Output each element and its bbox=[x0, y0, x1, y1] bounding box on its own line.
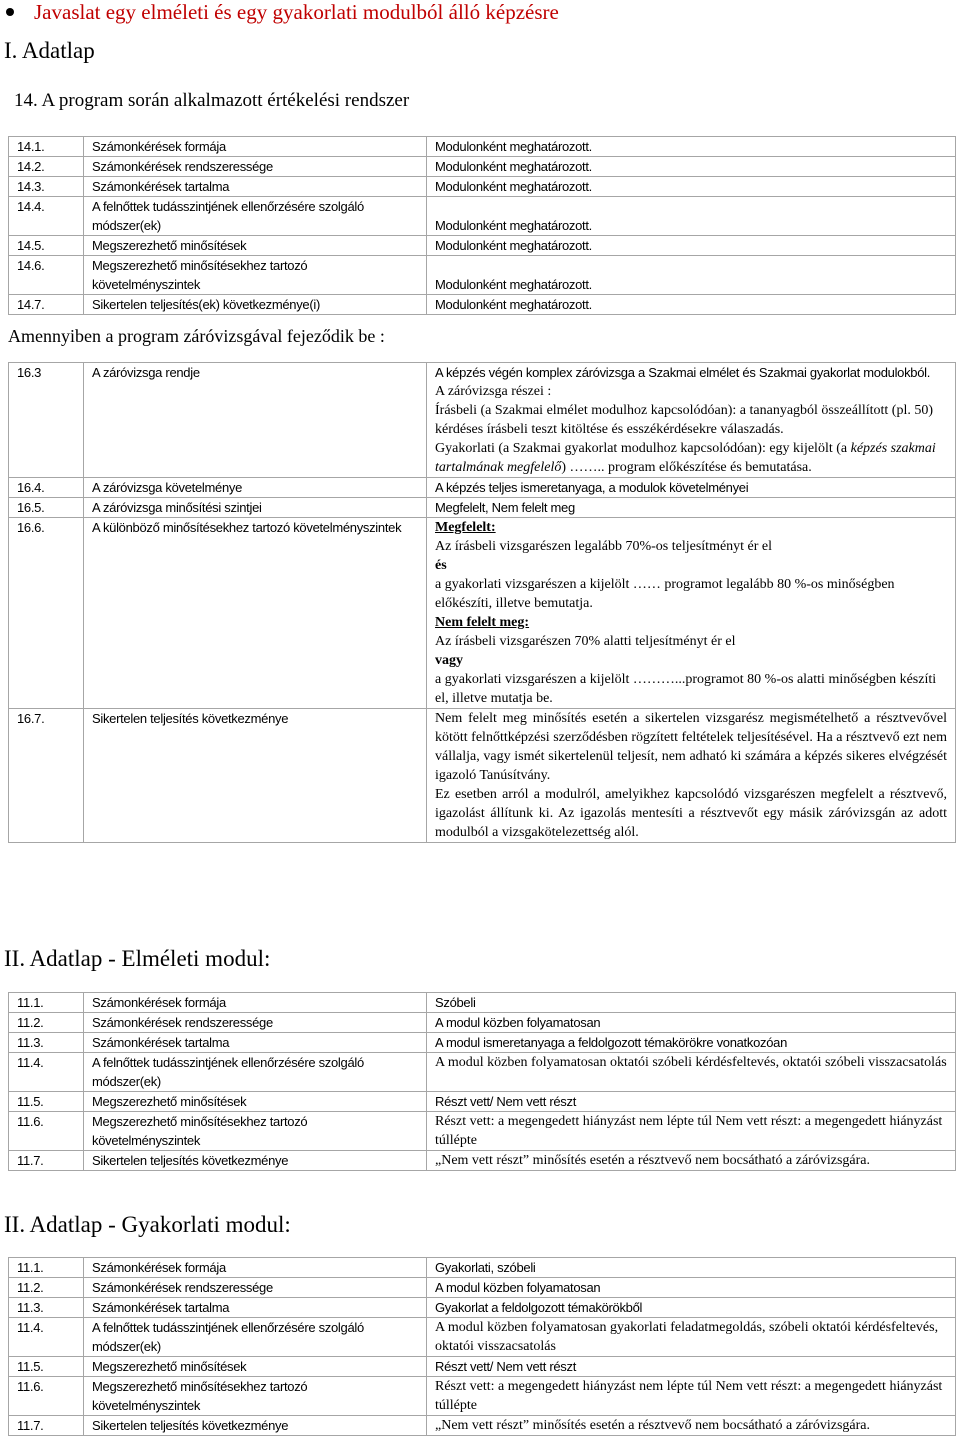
document-title-text: Javaslat egy elméleti és egy gyakorlati modulból álló képzésre bbox=[34, 0, 559, 24]
row-value bbox=[427, 363, 956, 478]
row-label: Megszerezhető minősítések bbox=[84, 1092, 427, 1112]
failure-consequence-text: Nem felelt meg minősítés esetén a sikertelen vizsgarész megismételhető a résztvevővel kötött felnőttképzési szerződésben rögzített feltételek teljesítésével. Ha a résztvevő ezt nem vállalja, vagy ismét sikertelenül teljesít, nem adható ki számára a képzés sikeres elvégzését igazoló Tanúsítvány. bbox=[435, 711, 947, 783]
passed-line: a gyakorlati vizsgarészen a kijelölt …… programot legalább 80 %-os minőségben előkészíti, illetve bemutatja. bbox=[435, 577, 895, 611]
row-number: 16.3 bbox=[9, 363, 84, 478]
row-number: 14.6. bbox=[9, 256, 84, 295]
row-value: Modulonként meghatározott. bbox=[427, 177, 956, 197]
table-row bbox=[9, 256, 956, 295]
table-theory-module bbox=[8, 992, 956, 1171]
row-value: Részt vett/ Nem vett részt bbox=[427, 1357, 956, 1377]
table-row bbox=[9, 709, 956, 843]
row-value: Modulonként meghatározott. bbox=[427, 197, 956, 236]
row-label: A záróvizsga minősítési szintjei bbox=[84, 498, 427, 518]
table-row bbox=[9, 993, 956, 1013]
table-row bbox=[9, 1151, 956, 1171]
row-number: 11.5. bbox=[9, 1357, 84, 1377]
row-label: Megszerezhető minősítésekhez tartozó követelményszintek bbox=[84, 1112, 427, 1151]
table-row bbox=[9, 498, 956, 518]
table-row bbox=[9, 1416, 956, 1436]
row-value: A képzés teljes ismeretanyaga, a modulok követelményei bbox=[427, 478, 956, 498]
row-value: Modulonként meghatározott. bbox=[427, 157, 956, 177]
row-number: 11.3. bbox=[9, 1033, 84, 1053]
table-row bbox=[9, 1298, 956, 1318]
row-value: Megfelelt, Nem felelt meg bbox=[427, 498, 956, 518]
row-label: Számonkérések rendszeressége bbox=[84, 1278, 427, 1298]
table-row bbox=[9, 1053, 956, 1092]
row-value: Modulonként meghatározott. bbox=[427, 137, 956, 157]
row-label: Megszerezhető minősítések bbox=[84, 1357, 427, 1377]
row-value: Részt vett/ Nem vett részt bbox=[427, 1092, 956, 1112]
passed-heading: Megfelelt: bbox=[435, 520, 496, 535]
table-row bbox=[9, 1092, 956, 1112]
table-16 bbox=[8, 362, 956, 843]
section-3-heading: II. Adatlap - Gyakorlati modul: bbox=[4, 1212, 291, 1237]
row-number: 11.1. bbox=[9, 1258, 84, 1278]
row-value: „Nem vett részt” minősítés esetén a résztvevő nem bocsátható a záróvizsgára. bbox=[427, 1416, 956, 1436]
row-label: Számonkérések tartalma bbox=[84, 1298, 427, 1318]
row-number: 14.1. bbox=[9, 137, 84, 157]
table-row bbox=[9, 177, 956, 197]
row-label: Megszerezhető minősítésekhez tartozó követelményszintek bbox=[84, 1377, 427, 1416]
table-row bbox=[9, 197, 956, 236]
row-number: 11.4. bbox=[9, 1318, 84, 1357]
row-label: Számonkérések formája bbox=[84, 1258, 427, 1278]
exam-rules-intro: A képzés végén komplex záróvizsga a Szakmai elmélet és Szakmai gyakorlat modulokból. bbox=[435, 365, 931, 380]
row-label: A záróvizsga rendje bbox=[84, 363, 427, 478]
table-row bbox=[9, 478, 956, 498]
row-value: A modul közben folyamatosan bbox=[427, 1278, 956, 1298]
failed-line: a gyakorlati vizsgarészen a kijelölt ………...programot 80 %-os alatti minőségben készíti el, illetve mutatja be. bbox=[435, 672, 937, 706]
row-label: A felnőttek tudásszintjének ellenőrzésére szolgáló módszer(ek) bbox=[84, 1053, 427, 1092]
row-value bbox=[427, 518, 956, 709]
exam-practical-text: Gyakorlati (a Szakmai gyakorlat modulhoz kapcsolódóan): egy kijelölt (a bbox=[435, 441, 851, 456]
table-row bbox=[9, 295, 956, 315]
document-title bbox=[6, 0, 559, 25]
row-value: Szóbeli bbox=[427, 993, 956, 1013]
table-row bbox=[9, 1357, 956, 1377]
row-number: 11.4. bbox=[9, 1053, 84, 1092]
table-row bbox=[9, 1033, 956, 1053]
row-label: Számonkérések tartalma bbox=[84, 177, 427, 197]
exam-heading: Amennyiben a program záróvizsgával fejeződik be : bbox=[8, 326, 385, 346]
exam-practical-part bbox=[435, 439, 947, 477]
table-row bbox=[9, 1258, 956, 1278]
row-value: Részt vett: a megengedett hiányzást nem lépte túl Nem vett részt: a megengedett hiányzást túllépte bbox=[427, 1112, 956, 1151]
row-value bbox=[427, 709, 956, 843]
row-value: Gyakorlati, szóbeli bbox=[427, 1258, 956, 1278]
table-practice-module bbox=[8, 1257, 956, 1436]
row-number: 11.1. bbox=[9, 993, 84, 1013]
row-number: 11.7. bbox=[9, 1151, 84, 1171]
row-number: 14.5. bbox=[9, 236, 84, 256]
exam-practical-italic: képzés szakmai tartalmának megfelelő bbox=[435, 441, 936, 475]
table-row bbox=[9, 1318, 956, 1357]
row-number: 14.4. bbox=[9, 197, 84, 236]
row-number: 14.3. bbox=[9, 177, 84, 197]
row-label: Megszerezhető minősítések bbox=[84, 236, 427, 256]
exam-written-part: Írásbeli (a Szakmai elmélet modulhoz kapcsolódóan): a tananyagból összeállított (pl. 50) kérdéses írásbeli teszt kitöltése és esszékérdésekre válaszadás. bbox=[435, 403, 934, 437]
table-row bbox=[9, 1377, 956, 1416]
row-number: 16.6. bbox=[9, 518, 84, 709]
row-label: Sikertelen teljesítés(ek) következménye(i) bbox=[84, 295, 427, 315]
subsection-14-heading: 14. A program során alkalmazott értékelési rendszer bbox=[14, 90, 410, 111]
table-row bbox=[9, 363, 956, 478]
bullet-icon bbox=[6, 8, 14, 16]
failure-consequence-text-2: Ez esetben arról a modulról, amelyikhez kapcsolódó vizsgarészen megfelelt a résztvevő, igazolást állítunk ki. Az igazolás mentesíti a résztvevőt egy másik záróvizsgán az adott modulból a vizsgakötelezettség alól. bbox=[435, 787, 947, 840]
row-number: 14.2. bbox=[9, 157, 84, 177]
row-label: Sikertelen teljesítés következménye bbox=[84, 709, 427, 843]
row-number: 11.5. bbox=[9, 1092, 84, 1112]
row-label: Sikertelen teljesítés következménye bbox=[84, 1151, 427, 1171]
row-number: 14.7. bbox=[9, 295, 84, 315]
passed-line: Az írásbeli vizsgarészen legalább 70%-os teljesítményt ér el bbox=[435, 539, 773, 554]
row-value: Részt vett: a megengedett hiányzást nem lépte túl Nem vett részt: a megengedett hiányzást túllépte bbox=[427, 1377, 956, 1416]
row-label: Számonkérések tartalma bbox=[84, 1033, 427, 1053]
row-value: Modulonként meghatározott. bbox=[427, 256, 956, 295]
table-row bbox=[9, 137, 956, 157]
row-number: 11.6. bbox=[9, 1377, 84, 1416]
row-value: A modul közben folyamatosan bbox=[427, 1013, 956, 1033]
row-number: 16.4. bbox=[9, 478, 84, 498]
table-14 bbox=[8, 136, 956, 315]
row-label: A különböző minősítésekhez tartozó követelményszintek bbox=[84, 518, 427, 709]
row-value: Gyakorlat a feldolgozott témakörökből bbox=[427, 1298, 956, 1318]
table-row bbox=[9, 1278, 956, 1298]
failed-or: vagy bbox=[435, 653, 463, 668]
failed-line: Az írásbeli vizsgarészen 70% alatti teljesítményt ér el bbox=[435, 634, 736, 649]
row-number: 11.2. bbox=[9, 1013, 84, 1033]
table-row bbox=[9, 518, 956, 709]
section-2-heading: II. Adatlap - Elméleti modul: bbox=[4, 946, 271, 971]
row-label: Számonkérések formája bbox=[84, 993, 427, 1013]
row-label: Számonkérések formája bbox=[84, 137, 427, 157]
passed-and: és bbox=[435, 558, 447, 573]
table-row bbox=[9, 1112, 956, 1151]
table-row bbox=[9, 236, 956, 256]
row-value: A modul közben folyamatosan gyakorlati feladatmegoldás, szóbeli oktatói kérdésfeltevés, oktatói visszacsatolás bbox=[427, 1318, 956, 1357]
row-label: Sikertelen teljesítés következménye bbox=[84, 1416, 427, 1436]
exam-practical-text-end: ) …….. program előkészítése és bemutatása. bbox=[561, 460, 812, 475]
row-number: 11.2. bbox=[9, 1278, 84, 1298]
row-label: Számonkérések rendszeressége bbox=[84, 1013, 427, 1033]
table-row bbox=[9, 1013, 956, 1033]
row-label: A felnőttek tudásszintjének ellenőrzésére szolgáló módszer(ek) bbox=[84, 197, 427, 236]
failed-heading: Nem felelt meg: bbox=[435, 615, 530, 630]
exam-parts-label: A záróvizsga részei : bbox=[435, 384, 552, 399]
row-label: Számonkérések rendszeressége bbox=[84, 157, 427, 177]
row-value: Modulonként meghatározott. bbox=[427, 236, 956, 256]
table-row bbox=[9, 157, 956, 177]
row-label: A felnőttek tudásszintjének ellenőrzésére szolgáló módszer(ek) bbox=[84, 1318, 427, 1357]
section-1-heading: I. Adatlap bbox=[4, 38, 95, 63]
row-number: 11.6. bbox=[9, 1112, 84, 1151]
row-number: 16.7. bbox=[9, 709, 84, 843]
row-value: Modulonként meghatározott. bbox=[427, 295, 956, 315]
row-number: 11.7. bbox=[9, 1416, 84, 1436]
row-label: A záróvizsga követelménye bbox=[84, 478, 427, 498]
row-value: „Nem vett részt” minősítés esetén a résztvevő nem bocsátható a záróvizsgára. bbox=[427, 1151, 956, 1171]
row-number: 16.5. bbox=[9, 498, 84, 518]
row-value: A modul ismeretanyaga a feldolgozott témakörökre vonatkozóan bbox=[427, 1033, 956, 1053]
row-number: 11.3. bbox=[9, 1298, 84, 1318]
row-value: A modul közben folyamatosan oktatói szóbeli kérdésfeltevés, oktatói szóbeli visszacsatolás bbox=[427, 1053, 956, 1092]
row-label: Megszerezhető minősítésekhez tartozó követelményszintek bbox=[84, 256, 427, 295]
